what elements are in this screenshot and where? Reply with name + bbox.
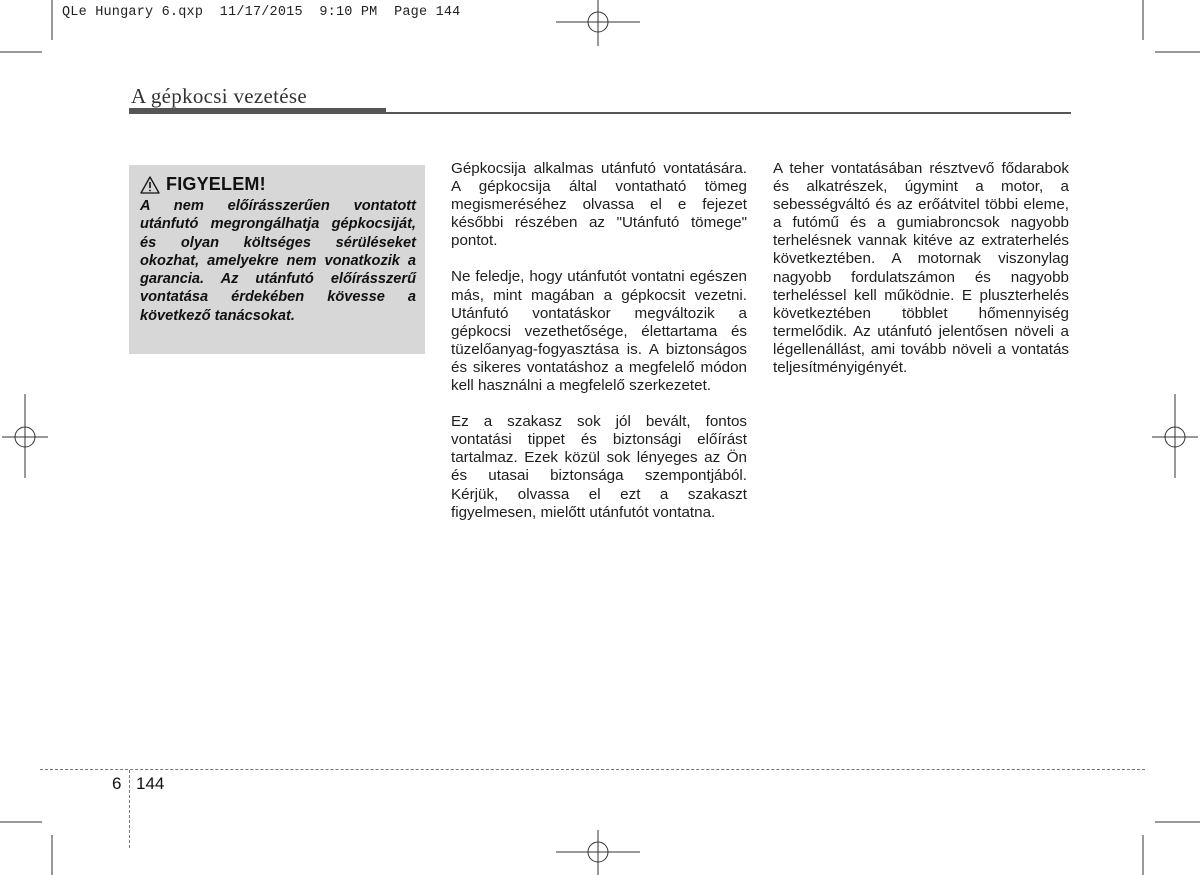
paragraph: A teher vontatásában résztvevő fődarabok és alkatrészek, úgymint a motor, a sebességváltó és az erőátvitel többi eleme, a futómű és a gumiabroncsok nagyobb terhelésnek vannak kitéve az extraterhelés következtében. A motornak viszonylag nagyobb fordulatszámon és nagyobb terheléssel kell működnie. E pluszterhelés következtében többlet hőmennyiség termelődik. Az utánfutó jelentősen növeli a légellenállást, ami tovább növeli a vontatás teljesítményigényét. [773,160,1069,377]
paragraph: Ne feledje, hogy utánfutót vontatni egészen más, mint magában a gépkocsit vezetni. Utánfutó vontatáskor megváltozik a gépkocsi vezethetősége, élettartama és tüzelőanyag-fogyasztása is. A biztonságos és sikeres vontatáshoz a megfelelő módon kell használni a megfelelő szerkezetet. [451,268,747,395]
section-title: A gépkocsi vezetése [131,84,307,108]
footer-divider [129,770,130,848]
page-number: 144 [136,774,165,793]
warning-triangle-icon [140,176,160,194]
paragraph: Ez a szakasz sok jól bevált, fontos vontatási tippet és biztonsági előírást tartalmaz. Ezek közül sok lényeges az Ön és utasai biztonsága szempontjából. Kérjük, olvassa el ezt a szakaszt figyelmesen, mielőtt utánfutót vontatna. [451,413,747,521]
slug-date: 11/17/2015 [219,5,303,20]
print-slug [62,5,461,20]
slug-file: QLe Hungary 6.qxp [62,5,204,20]
header-rule-thick [129,108,386,114]
footer-rule [40,769,1145,770]
paragraph: Gépkocsija alkalmas utánfutó vontatására. A gépkocsija által vontatható tömeg megismeréséhez olvassa el e fejezet későbbi részében az "Utánfutó tömege" pontot. [451,160,747,250]
warning-title: FIGYELEM! [166,174,266,194]
warning-text: A nem előírásszerűen vontatott utánfutó megrongálhatja gépkocsiját, és olyan költséges sérüléseket okozhat, amelyekre nem vonatkozik a garancia. Az utánfutó előírásszerű vontatása érdekében kövesse a következő tanácsokat. [140,198,416,324]
slug-page: Page 144 [394,5,461,20]
header-rule-thin [386,112,1071,114]
warning-header [140,174,416,195]
text-column-middle [451,160,747,540]
chapter-number: 6 [112,774,122,793]
slug-time: 9:10 PM [319,5,378,20]
text-column-right [773,160,1069,395]
warning-box [129,165,425,354]
